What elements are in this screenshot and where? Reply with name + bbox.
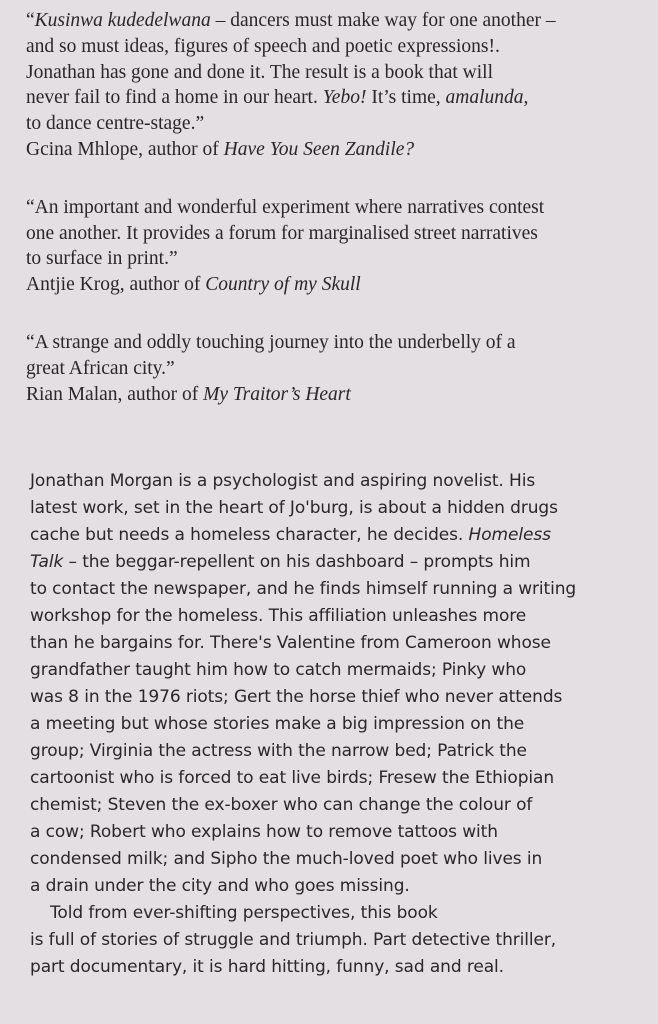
blurb-line: condensed milk; and Sipho the much-loved poet who lives in — [30, 849, 543, 869]
blurb-line: Told from ever-shifting perspectives, this book — [50, 903, 438, 923]
quote-line: “A strange and oddly touching journey into the underbelly of a — [26, 331, 516, 353]
newspaper-title: Homeless — [468, 525, 551, 545]
quote-line: and so must ideas, figures of speech and poetic expressions!. — [26, 35, 500, 57]
zulu-phrase: Kusinwa kudedelwana — [34, 10, 211, 31]
endorsement-malan — [26, 330, 638, 407]
blurb-line: a drain under the city and who goes missing. — [30, 876, 410, 896]
quote-attribution: Rian Malan, author of My Traitor’s Heart — [26, 383, 351, 405]
quote-line: “An important and wonderful experiment where narratives contest — [26, 196, 545, 218]
blurb-line: to contact the newspaper, and he finds himself running a writing — [30, 579, 577, 599]
blurb-line: than he bargains for. There's Valentine from Cameroon whose — [30, 633, 551, 653]
blurb-line: latest work, set in the heart of Jo'burg, is about a hidden drugs — [30, 498, 558, 518]
book-title: Have You Seen Zandile? — [223, 138, 415, 160]
endorsement-mhlope — [26, 8, 638, 163]
endorsements — [26, 8, 638, 407]
quote-attribution: Gcina Mhlope, author of Have You Seen Zandile? — [26, 138, 415, 160]
blurb-line: a meeting but whose stories make a big impression on the — [30, 714, 525, 734]
quote-line: “Kusinwa kudedelwana – dancers must make way for one another – — [26, 10, 556, 31]
blurb-line: part documentary, it is hard hitting, funny, sad and real. — [30, 957, 504, 977]
quote-line: to dance centre-stage.” — [26, 113, 205, 135]
quote-line: to surface in print.” — [26, 248, 178, 270]
quote-line: great African city.” — [26, 357, 175, 379]
blurb-line: a cow; Robert who explains how to remove tattoos with — [30, 822, 498, 842]
endorsement-krog — [26, 195, 638, 298]
blurb-line: Talk – the beggar-repellent on his dashboard – prompts him — [30, 552, 531, 572]
blurb-line: cartoonist who is forced to eat live birds; Fresew the Ethiopian — [30, 768, 555, 788]
newspaper-title: Talk — [30, 552, 64, 572]
blurb-line: is full of stories of struggle and triumph. Part detective thriller, — [30, 930, 557, 950]
quote-attribution: Antjie Krog, author of Country of my Skull — [26, 274, 361, 296]
blurb-line: chemist; Steven the ex-boxer who can change the colour of — [30, 795, 533, 815]
blurb-line: group; Virginia the actress with the narrow bed; Patrick the — [30, 741, 527, 761]
quote-line: Jonathan has gone and done it. The result is a book that will — [26, 61, 494, 83]
blurb-line: Jonathan Morgan is a psychologist and aspiring novelist. His — [30, 471, 536, 491]
blurb-line: workshop for the homeless. This affiliation unleashes more — [30, 606, 527, 626]
book-title: My Traitor’s Heart — [203, 383, 351, 405]
blurb-line: was 8 in the 1976 riots; Gert the horse thief who never attends — [30, 687, 563, 707]
blurb-line: cache but needs a homeless character, he decides. Homeless — [30, 525, 551, 545]
blurb-line: grandfather taught him how to catch mermaids; Pinky who — [30, 660, 527, 680]
quote-line: one another. It provides a forum for marginalised street narratives — [26, 222, 538, 244]
book-title: Country of my Skull — [205, 274, 361, 296]
quote-line: never fail to find a home in our heart. Yebo! It’s time, amalunda, — [26, 87, 529, 109]
book-description — [30, 468, 630, 981]
